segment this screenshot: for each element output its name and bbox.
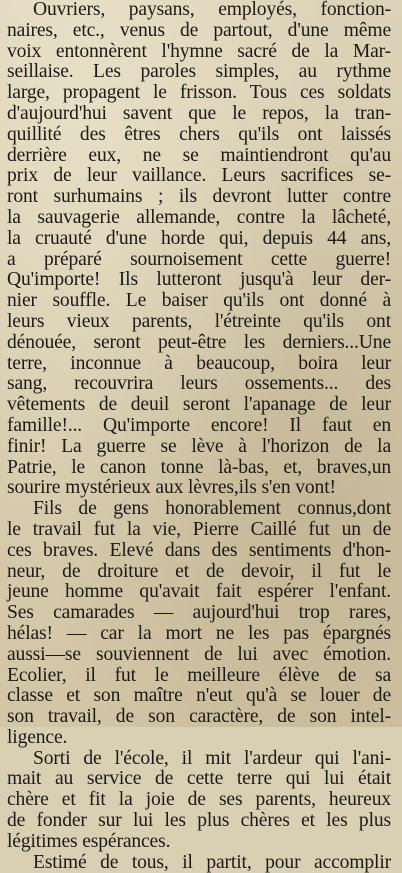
text-line: seillaise. Les paroles simples, au rythme: [7, 61, 391, 83]
text-line: vêtements de deuil seront l'apanage de leur: [7, 394, 391, 416]
text-line: nier souffle. Le baiser qu'ils ont donné à: [7, 290, 391, 312]
text-line: terre, inconnue à beaucoup, boira leur: [7, 352, 391, 374]
text-line: ront surhumains ; ils devront lutter contre: [7, 186, 391, 208]
text-line: Ouvriers, paysans, employés, fonction-: [33, 0, 391, 20]
text-line: famille!... Qu'importe encore! Il faut en: [7, 414, 391, 436]
text-line: Sorti de l'école, il mit l'ardeur qui l'ani-: [33, 747, 391, 769]
text-line: légitimes espérances.: [7, 830, 171, 852]
text-line: derrière eux, ne se maintiendront qu'au: [7, 144, 391, 166]
text-line: la sauvagerie allemande, contre la lâcheté,: [7, 206, 391, 228]
text-line: jeune homme qu'avait fait espérer l'enfant.: [7, 581, 391, 603]
text-line: ces braves. Elevé dans des sentiments d'hon-: [7, 539, 391, 561]
text-line: aussi—se souviennent de lui avec émotion.: [7, 643, 391, 665]
text-line: classe et son maître n'eut qu'à se louer de: [7, 685, 391, 707]
text-line: sang, recouvrira leurs ossements... des: [7, 373, 391, 395]
text-line: Qu'importe! Ils lutteront jusqu'à leur der-: [7, 269, 391, 291]
text-line: Ses camarades — aujourd'hui trop rares,: [7, 602, 391, 624]
text-line: hélas! — car la mort ne les pas épargnés: [7, 622, 391, 644]
text-line: sourire mystérieux aux lèvres,ils s'en vont!: [7, 477, 336, 499]
text-line: Fils de gens honorablement connus,dont: [33, 498, 391, 520]
text-line: quillité des êtres chers qu'ils ont laissés: [7, 123, 391, 145]
text-line: chère et fit la joie de ses parents, heureux: [7, 789, 391, 811]
text-line: Estimé de tous, il partit, pour accomplir: [33, 851, 391, 873]
text-line: ligence.: [7, 726, 68, 748]
text-line: prix de leur vaillance. Leurs sacrifices se-: [7, 165, 391, 187]
text-line: mait au service de cette terre qui lui était: [7, 768, 391, 790]
text-line: a préparé sournoisement cette guerre!: [7, 248, 391, 270]
text-line: naires, etc., venus de partout, d'une même: [7, 19, 391, 41]
text-line: le travail fut la vie, Pierre Caillé fut un de: [7, 518, 391, 540]
article-column: [7, 0, 391, 873]
text-line: dénouée, seront peut-être les derniers...Une: [7, 331, 391, 353]
text-line: leurs vieux parents, l'étreinte qu'ils ont: [7, 310, 391, 332]
text-line: large, propagent le frisson. Tous ces soldats: [7, 82, 391, 104]
text-line: de fonder sur lui les plus chères et les plus: [7, 810, 391, 832]
text-line: d'aujourd'hui savent que le repos, la tran-: [7, 102, 391, 124]
text-line: la cruauté d'une horde qui, depuis 44 ans,: [7, 227, 391, 249]
text-line: Ecolier, il fut le meilleure élève de sa: [7, 664, 391, 686]
text-line: neur, de droiture et de devoir, il fut le: [7, 560, 391, 582]
text-line: finir! La guerre se lève à l'horizon de la: [7, 435, 391, 457]
text-line: voix entonnèrent l'hymne sacré de la Mar-: [7, 40, 391, 62]
text-line: Patrie, le canon tonne là-bas, et, braves,un: [7, 456, 391, 478]
text-line: son travail, de son caractère, de son intel-: [7, 706, 391, 728]
